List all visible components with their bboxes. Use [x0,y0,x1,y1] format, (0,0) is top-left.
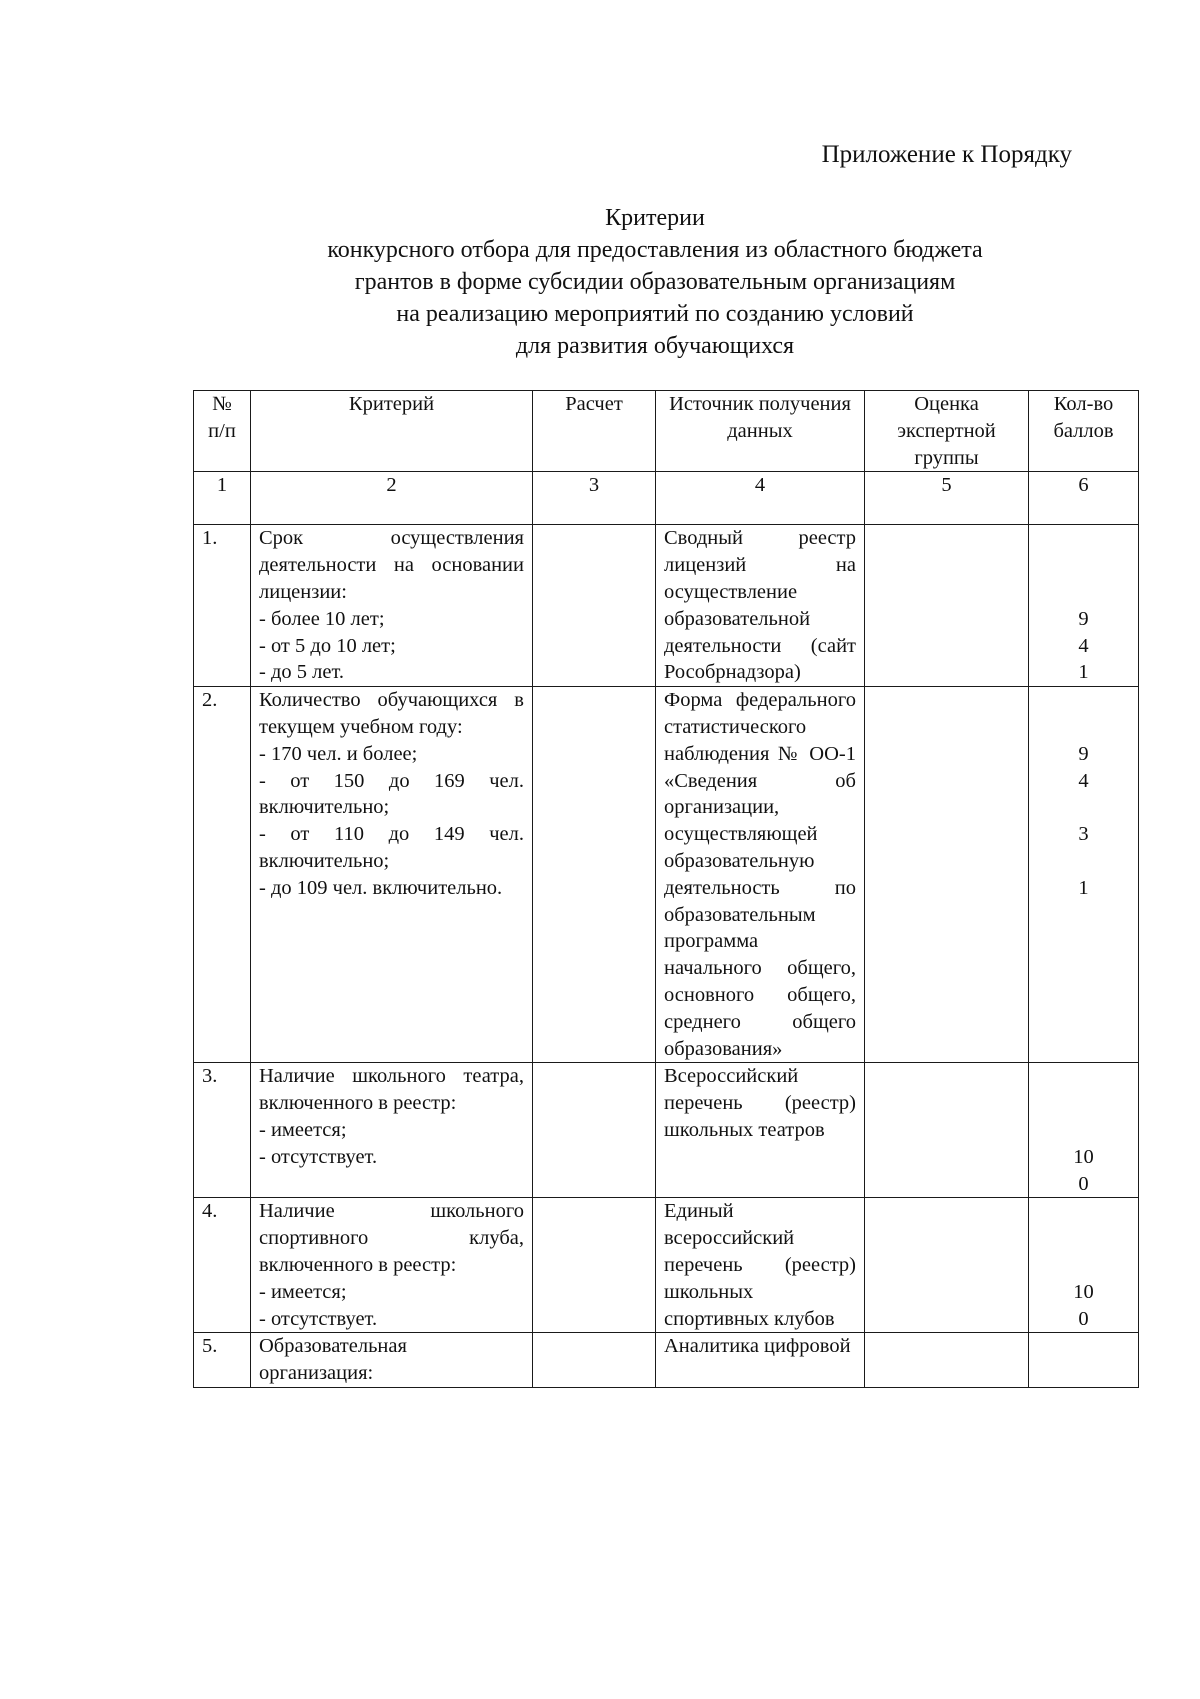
table-header-row [194,391,1139,472]
expert-cell [865,687,1029,1063]
column-number-row [194,472,1139,525]
column-number: 5 [865,472,1029,525]
appendix-label: Приложение к Порядку [821,141,1072,168]
points-cell [1029,1198,1139,1333]
points-value: 0 [1078,1172,1089,1195]
expert-cell [865,1333,1029,1388]
points-value: 9 [1078,742,1089,765]
table-row [194,1198,1139,1333]
points-value: 1 [1078,661,1089,684]
table-row [194,1063,1139,1198]
row-number: 5. [194,1333,251,1388]
criterion-text: Наличие школьного спортивного клуба, включенного в реестр: [259,1200,524,1276]
header-number: № п/п [194,391,251,472]
calc-cell [533,687,656,1063]
title-line: конкурсного отбора для предоставления из областного бюджета [327,237,983,263]
criterion-cell [251,525,533,687]
criterion-cell [251,1063,533,1198]
criterion-option: - от 5 до 10 лет; [259,634,396,657]
header-points: Кол-во баллов [1029,391,1139,472]
criterion-option: - имеется; [259,1118,347,1141]
points-cell [1029,525,1139,687]
table-row [194,525,1139,687]
source-cell: Сводный реестр лицензий на осуществление образовательной деятельности (сайт Рособрнадзора) [656,525,865,687]
criterion-text: Срок осуществления деятельности на основании лицензии: [259,527,524,603]
title-line: грантов в форме субсидии образовательным организациям [354,269,956,295]
points-value: 0 [1078,1307,1089,1330]
calc-cell [533,1333,656,1388]
criterion-option: - отсутствует. [259,1145,378,1168]
points-value: 3 [1078,823,1089,846]
column-number: 6 [1029,472,1139,525]
header-calc: Расчет [533,391,656,472]
criterion-text: Количество обучающихся в текущем учебном году: [259,689,524,738]
criterion-option: - отсутствует. [259,1307,378,1330]
header-expert: Оценка экспертной группы [865,391,1029,472]
title-line: на реализацию мероприятий по созданию условий [396,301,914,327]
criterion-option: - до 109 чел. включительно. [259,876,503,899]
row-number: 1. [194,525,251,687]
source-cell: Единый всероссийский перечень (реестр) школьных спортивных клубов [656,1198,865,1333]
criterion-option: - до 5 лет. [259,661,345,684]
criterion-cell [251,1333,533,1388]
points-value: 4 [1078,769,1089,792]
row-number: 2. [194,687,251,1063]
title-line: Критерии [605,205,705,231]
header-criterion: Критерий [251,391,533,472]
criteria-table [193,390,1139,1388]
source-cell: Всероссийский перечень (реестр) школьных театров [656,1063,865,1198]
calc-cell [533,525,656,687]
row-number: 4. [194,1198,251,1333]
criterion-cell [251,687,533,1063]
calc-cell [533,1063,656,1198]
criterion-option: - более 10 лет; [259,607,385,630]
expert-cell [865,1198,1029,1333]
points-value: 10 [1073,1280,1094,1303]
points-cell [1029,687,1139,1063]
column-number: 4 [656,472,865,525]
header-source: Источник получения данных [656,391,865,472]
table-row [194,687,1139,1063]
column-number: 3 [533,472,656,525]
points-value: 4 [1078,634,1089,657]
criterion-option: - имеется; [259,1280,347,1303]
document-title [0,202,1200,362]
criterion-text: Наличие школьного театра, включенного в реестр: [259,1065,524,1115]
column-number: 2 [251,472,533,525]
calc-cell [533,1198,656,1333]
source-cell: Аналитика цифровой [656,1333,865,1388]
criterion-text: Образовательная организация: [259,1335,407,1385]
expert-cell [865,1063,1029,1198]
row-number: 3. [194,1063,251,1198]
points-cell [1029,1063,1139,1198]
expert-cell [865,525,1029,687]
criterion-option: - от 150 до 169 чел. включительно; [259,769,524,819]
source-cell: Форма федерального статистического наблюдения № ОО-1 «Сведения об организации, осуществляющей образовательную деятельность по образовательным программа начального общего, основного общего, среднего общего образования» [656,687,865,1063]
column-number: 1 [194,472,251,525]
points-cell [1029,1333,1139,1388]
points-value: 9 [1078,607,1089,630]
title-line: для развития обучающихся [515,333,795,359]
criterion-cell [251,1198,533,1333]
points-value: 10 [1073,1145,1094,1168]
criterion-option: - 170 чел. и более; [259,742,418,765]
table-row [194,1333,1139,1388]
criterion-option: - от 110 до 149 чел. включительно; [259,823,524,872]
points-value: 1 [1078,876,1089,899]
